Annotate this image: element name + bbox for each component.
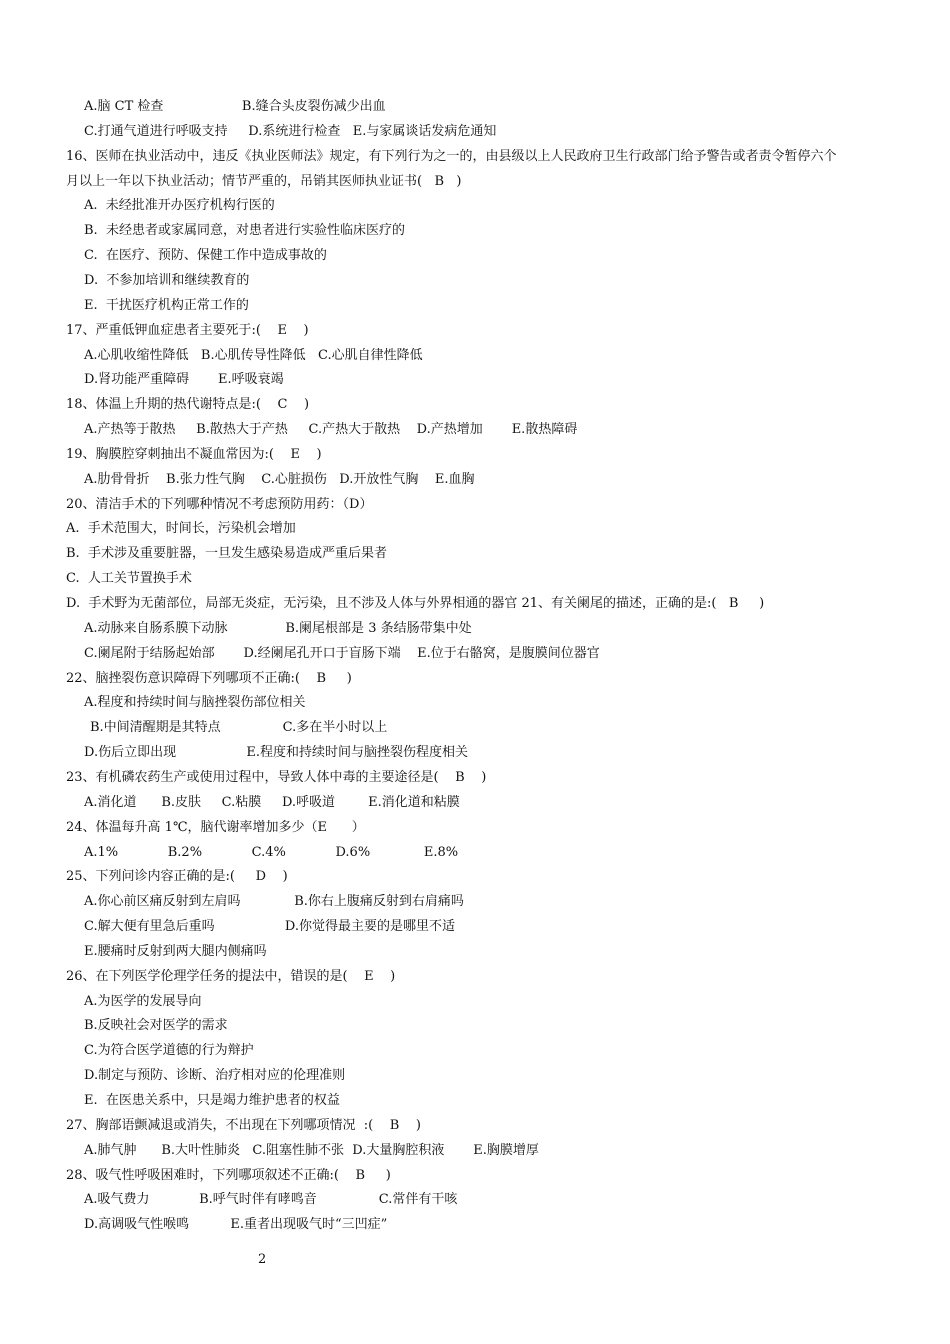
text-line: A.你心前区痛反射到左肩吗 B.你右上腹痛反射到右肩痛吗 — [84, 894, 464, 910]
text-line: A.为医学的发展导向 — [84, 993, 202, 1009]
text-line: 27、胸部语颤减退或消失，不出现在下列哪项情况 :( B ) — [66, 1117, 421, 1133]
text-line: 17、严重低钾血症患者主要死于:( E ) — [66, 322, 309, 338]
text-line: E.腰痛时反射到两大腿内侧痛吗 — [84, 943, 267, 959]
text-line: C.为符合医学道德的行为辩护 — [84, 1043, 254, 1059]
text-line: E. 干扰医疗机构正常工作的 — [84, 297, 249, 313]
text-line: A.产热等于散热 B.散热大于产热 C.产热大于散热 D.产热增加 E.散热障碍 — [84, 422, 578, 438]
text-line: A.肋骨骨折 B.张力性气胸 C.心脏损伤 D.开放性气胸 E.血胸 — [84, 471, 475, 487]
text-line: A.动脉来自肠系膜下动脉 B.阑尾根部是 3 条结肠带集中处 — [84, 620, 472, 636]
text-line: A.肺气肿 B.大叶性肺炎 C.阻塞性肺不张 D.大量胸腔积液 E.胸膜增厚 — [84, 1142, 539, 1158]
text-line: 24、体温每升高 1℃，脑代谢率增加多少（E ） — [66, 819, 365, 835]
text-line: D.肾功能严重障碍 E.呼吸衰竭 — [84, 372, 284, 388]
text-line: 月以上一年以下执业活动；情节严重的，吊销其医师执业证书( B ) — [66, 173, 462, 189]
text-line: C.阑尾附于结肠起始部 D.经阑尾孔开口于盲肠下端 E.位于右骼窝，是腹膜间位器官 — [84, 645, 600, 661]
text-line: A.吸气费力 B.呼气时伴有哮鸣音 C.常伴有干咳 — [84, 1192, 458, 1208]
text-line: B. 未经患者或家属同意，对患者进行实验性临床医疗的 — [84, 223, 405, 239]
page-number: 2 — [258, 1252, 267, 1267]
text-line: B.反映社会对医学的需求 — [84, 1018, 228, 1034]
text-line: D. 不参加培训和继续教育的 — [84, 272, 250, 288]
text-line: E. 在医患关系中，只是竭力维护患者的权益 — [84, 1093, 340, 1108]
text-line: 19、胸膜腔穿刺抽出不凝血常因为:( E ) — [66, 446, 322, 462]
text-line: C.解大便有里急后重吗 D.你觉得最主要的是哪里不适 — [84, 919, 455, 935]
text-line: D.制定与预防、诊断、治疗相对应的伦理准则 — [84, 1068, 346, 1084]
text-line: A.心肌收缩性降低 B.心肌传导性降低 C.心肌自律性降低 — [84, 347, 423, 363]
text-line: A.1% B.2% C.4% D.6% E.8% — [84, 844, 459, 860]
text-line: A. 手术范围大，时间长，污染机会增加 — [66, 521, 296, 537]
text-line: 28、吸气性呼吸困难时，下列哪项叙述不正确:( B ) — [66, 1167, 391, 1183]
text-line: C.打通气道进行呼吸支持 D.系统进行检查 E.与家属谈话发病危通知 — [84, 123, 497, 139]
text-line: C. 人工关节置换手术 — [66, 571, 192, 587]
text-line: 16、医师在执业活动中，违反《执业医师法》规定，有下列行为之一的，由县级以上人民政府卫生行政部门给予警告或者责令暂停六个 — [66, 148, 837, 164]
text-line: 22、脑挫裂伤意识障碍下列哪项不正确:( B ) — [66, 670, 352, 686]
text-line: 23、有机磷农药生产或使用过程中，导致人体中毒的主要途径是( B ) — [66, 769, 487, 785]
text-line: 26、在下列医学伦理学任务的提法中，错误的是( E ) — [66, 968, 396, 984]
text-line: A.程度和持续时间与脑挫裂伤部位相关 — [84, 695, 306, 711]
text-line: D.伤后立即出现 E.程度和持续时间与脑挫裂伤程度相关 — [84, 745, 468, 761]
text-line: 25、下列问诊内容正确的是:( D ) — [66, 869, 288, 885]
text-line: A.脑 CT 检查 B.缝合头皮裂伤减少出血 — [84, 99, 386, 114]
text-line: A.消化道 B.皮肤 C.粘膜 D.呼吸道 E.消化道和粘膜 — [84, 794, 460, 810]
text-line: C. 在医疗、预防、保健工作中造成事故的 — [84, 248, 327, 264]
text-line: D.高调吸气性喉鸣 E.重者出现吸气时“三凹症” — [84, 1217, 388, 1233]
text-line: 18、体温上升期的热代谢特点是:( C ) — [66, 397, 310, 413]
text-line: D. 手术野为无菌部位，局部无炎症，无污染，且不涉及人体与外界相通的器官 21、有关阑尾的描述，正确的是:( B ) — [66, 596, 765, 611]
text-line: B. 手术涉及重要脏器，一旦发生感染易造成严重后果者 — [66, 546, 387, 562]
text-line: 20、清洁手术的下列哪种情况不考虑预防用药：（D） — [66, 496, 373, 512]
text-line: A. 未经批准开办医疗机构行医的 — [84, 198, 275, 214]
text-line: B.中间清醒期是其特点 C.多在半小时以上 — [90, 720, 388, 736]
